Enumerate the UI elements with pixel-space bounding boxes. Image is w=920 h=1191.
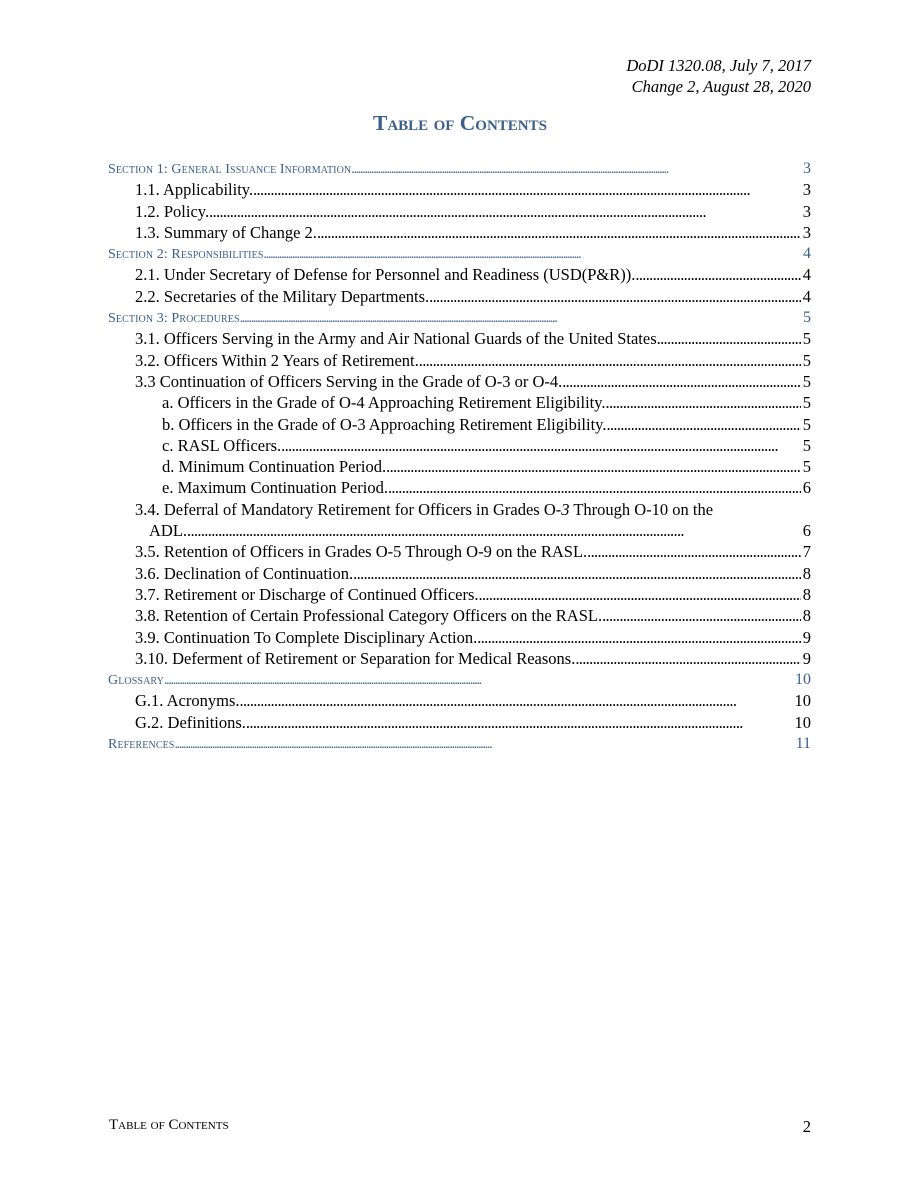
toc-entry-title: Section 2: Responsibilities bbox=[108, 247, 264, 263]
toc-entry-title-part: 3.4. Deferral of Mandatory Retirement for Officers in Grades O- bbox=[135, 499, 562, 519]
change-date: Change 2, August 28, 2020 bbox=[631, 77, 811, 96]
toc-entry-title: 3.2. Officers Within 2 Years of Retirement. bbox=[135, 350, 419, 370]
toc-entry-title: 3.8. Retention of Certain Professional Category Officers on the RASL. bbox=[135, 606, 603, 626]
toc-entry-page: 4 bbox=[803, 245, 811, 263]
toc-entry-title: 1.1. Applicability. bbox=[135, 180, 254, 200]
toc-entry-title: c. RASL Officers. bbox=[162, 435, 282, 455]
toc-entry-page: 5 bbox=[802, 350, 811, 370]
toc-subentry[interactable] bbox=[108, 477, 811, 498]
toc-entry-title: 3.1. Officers Serving in the Army and Air National Guards of the United States bbox=[135, 329, 657, 349]
toc-entry-title: 3.3 Continuation of Officers Serving in the Grade of O-3 or O-4. bbox=[135, 371, 563, 391]
toc-entry-title: a. Officers in the Grade of O-4 Approaching Retirement Eligibility. bbox=[162, 393, 606, 413]
toc-entry[interactable] bbox=[108, 648, 811, 669]
toc-entry-page: 10 bbox=[794, 691, 811, 711]
toc-entry-title: 2.1. Under Secretary of Defense for Personnel and Readiness (USD(P&R)). bbox=[135, 265, 636, 285]
toc-entry-title: Glossary bbox=[108, 673, 164, 689]
toc-entry-title: G.2. Definitions. bbox=[135, 712, 246, 732]
toc-entry[interactable] bbox=[108, 584, 811, 605]
toc-entry-title: 3.7. Retirement or Discharge of Continued Officers. bbox=[135, 584, 479, 604]
toc-entry-page: 4 bbox=[802, 265, 811, 285]
toc-entry[interactable] bbox=[108, 264, 811, 285]
toc-entry-title: d. Minimum Continuation Period. bbox=[162, 457, 387, 477]
toc-section-2[interactable] bbox=[108, 243, 811, 264]
toc-entry-title: e. Maximum Continuation Period. bbox=[162, 478, 388, 498]
toc-entry-title: Section 3: Procedures bbox=[108, 311, 240, 327]
toc-entry-page: 5 bbox=[802, 371, 811, 391]
toc-entry[interactable] bbox=[108, 179, 811, 200]
toc-entry-title: 3.10. Deferment of Retirement or Separation for Medical Reasons. bbox=[135, 648, 576, 668]
toc-entry-page: 7 bbox=[802, 542, 811, 562]
toc-entry[interactable] bbox=[108, 499, 811, 542]
toc-entry[interactable] bbox=[108, 201, 811, 222]
toc-entry-title: b. Officers in the Grade of O-3 Approaching Retirement Eligibility. bbox=[162, 414, 607, 434]
toc-entry-page: 5 bbox=[802, 329, 811, 349]
document-header bbox=[626, 55, 811, 97]
toc-entry-page: 6 bbox=[802, 521, 811, 541]
toc-entry-title: 3.5. Retention of Officers in Grades O-5 Through O-9 on the RASL. bbox=[135, 542, 588, 562]
toc-entry-page: 10 bbox=[794, 712, 811, 732]
toc-entry-page: 8 bbox=[802, 563, 811, 583]
toc-entry-title-italic: 3 bbox=[561, 499, 570, 519]
toc-entry[interactable] bbox=[108, 712, 811, 733]
toc-entry[interactable] bbox=[108, 222, 811, 243]
toc-entry[interactable] bbox=[108, 563, 811, 584]
toc-entry-page: 8 bbox=[802, 606, 811, 626]
toc-entry-title: 3.6. Declination of Continuation. bbox=[135, 563, 354, 583]
toc-entry-page: 8 bbox=[802, 584, 811, 604]
toc-section-1[interactable] bbox=[108, 158, 811, 179]
toc-entry-page: 4 bbox=[802, 286, 811, 306]
document-id-date: DoDI 1320.08, July 7, 2017 bbox=[626, 56, 811, 75]
toc-entry-page: 6 bbox=[802, 478, 811, 498]
toc-entry[interactable] bbox=[108, 350, 811, 371]
toc-entry-page: 5 bbox=[802, 457, 811, 477]
toc-entry-page: 9 bbox=[802, 648, 811, 668]
toc-entry-page: 3 bbox=[802, 180, 811, 200]
toc-entry-page: 10 bbox=[795, 671, 811, 689]
toc-entry-page: 3 bbox=[802, 222, 811, 242]
toc-entry-title: G.1. Acronyms. bbox=[135, 691, 240, 711]
toc-entry-page: 5 bbox=[803, 309, 811, 327]
toc-entry-title-part: Through O-10 on the bbox=[569, 499, 714, 519]
toc-entry-page: 9 bbox=[802, 627, 811, 647]
footer-page-number: 2 bbox=[802, 1117, 811, 1136]
toc-entry-title: 1.2. Policy. bbox=[135, 201, 210, 221]
toc-section-3[interactable] bbox=[108, 307, 811, 328]
footer-section-label: Table of Contents bbox=[109, 1117, 229, 1133]
toc-entry-title: Section 1: General Issuance Information bbox=[108, 162, 352, 177]
toc-entry-title: 2.2. Secretaries of the Military Departments. bbox=[135, 286, 430, 306]
toc-section-references[interactable] bbox=[108, 733, 811, 754]
toc-entry[interactable] bbox=[108, 690, 811, 711]
toc-section-glossary[interactable] bbox=[108, 669, 811, 690]
toc-subentry[interactable] bbox=[108, 456, 811, 477]
toc-subentry[interactable] bbox=[108, 435, 811, 456]
toc-entry[interactable] bbox=[108, 627, 811, 648]
toc-entry[interactable] bbox=[108, 328, 811, 349]
toc-entry-page: 3 bbox=[802, 201, 811, 221]
toc-entry-title: 1.3. Summary of Change 2. bbox=[135, 222, 317, 242]
toc-entry[interactable] bbox=[108, 286, 811, 307]
toc-entry-title: References bbox=[108, 737, 175, 753]
toc-entry-page: 5 bbox=[802, 393, 811, 413]
page-title-text: Table of Contents bbox=[373, 111, 547, 135]
toc-entry-page: 3 bbox=[803, 160, 811, 177]
table-of-contents bbox=[108, 158, 811, 754]
toc-entry-title-cont: ADL. bbox=[149, 521, 188, 541]
toc-entry-page: 5 bbox=[802, 435, 811, 455]
toc-entry-title: 3.9. Continuation To Complete Disciplinary Action. bbox=[135, 627, 478, 647]
toc-entry-page: 11 bbox=[795, 735, 811, 753]
toc-entry[interactable] bbox=[108, 541, 811, 562]
toc-entry-page: 5 bbox=[802, 414, 811, 434]
toc-entry-title-line1 bbox=[135, 499, 811, 520]
toc-entry[interactable] bbox=[108, 605, 811, 626]
toc-subentry[interactable] bbox=[108, 392, 811, 413]
toc-subentry[interactable] bbox=[108, 414, 811, 435]
toc-entry[interactable] bbox=[108, 371, 811, 392]
page-title bbox=[0, 111, 920, 136]
